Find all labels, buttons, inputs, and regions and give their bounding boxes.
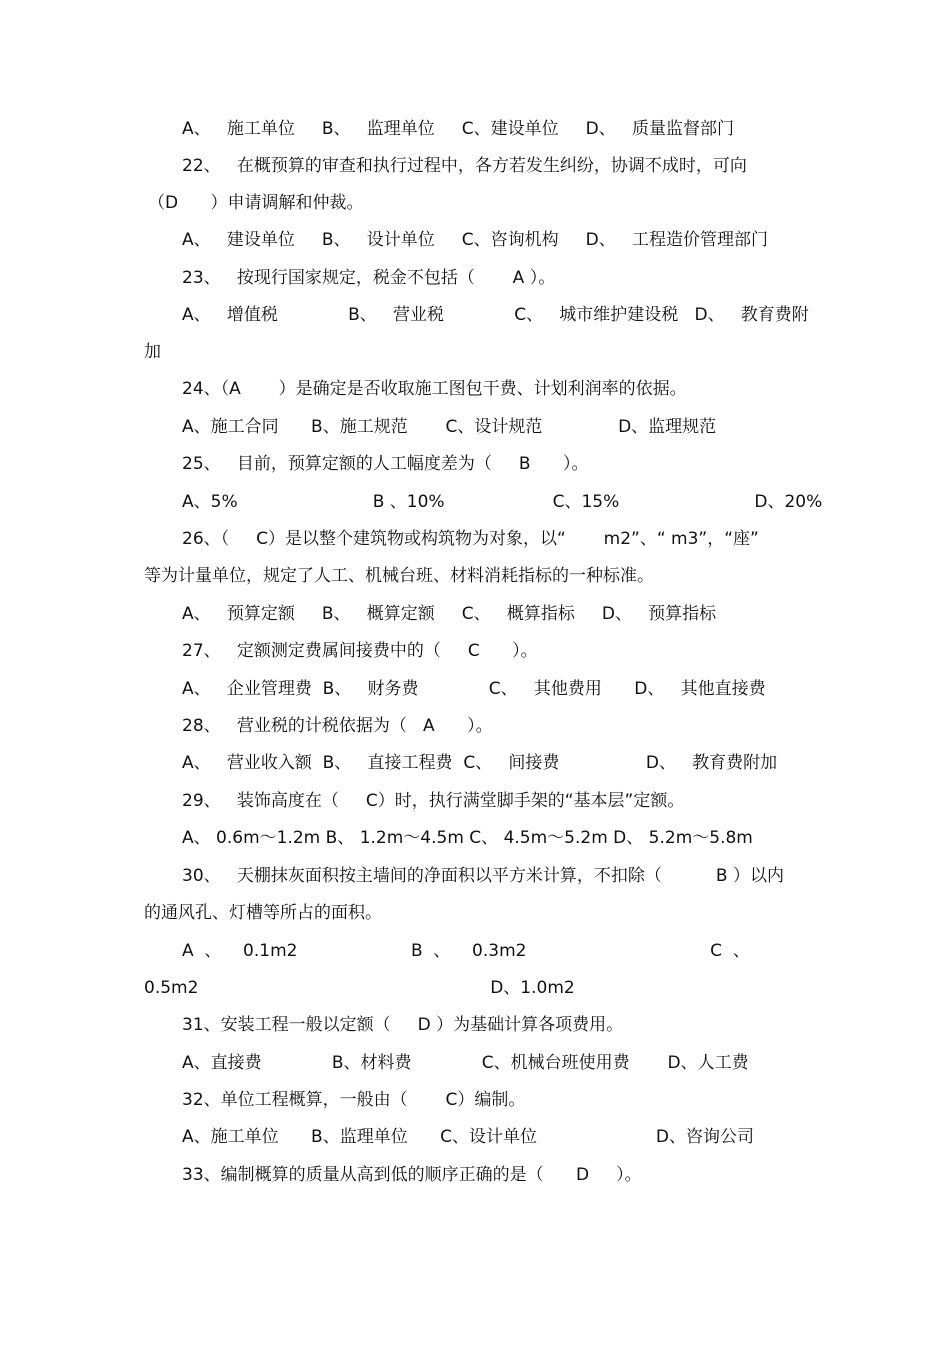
text-line: A、 营业收入额 B、 直接工程费 C、 间接费 D、 教育费附加 <box>182 753 778 773</box>
text-line: A、 预算定额 B、 概算定额 C、 概算指标 D、 预算指标 <box>182 604 717 624</box>
text-line: A、直接费 B、材料费 C、机械台班使用费 D、人工费 <box>182 1053 749 1073</box>
text-line: （D ）申请调解和仲裁。 <box>148 193 364 213</box>
text-line: 24、（A ）是确定是否收取施工图包干费、计划利润率的依据。 <box>182 379 687 399</box>
text-line: 加 <box>144 342 161 362</box>
text-line: 29、 装饰高度在（ C）时，执行满堂脚手架的“基本层”定额。 <box>182 791 685 811</box>
text-line: A 、 0.1m2 B 、 0.3m2 C 、 <box>182 941 750 961</box>
text-line: A、 建设单位 B、 设计单位 C、咨询机构 D、 工程造价管理部门 <box>182 230 768 250</box>
text-line: 23、 按现行国家规定，税金不包括（ A ）。 <box>182 268 556 288</box>
text-line: 30、 天棚抹灰面积按主墙间的净面积以平方米计算，不扣除（ B ）以内 <box>182 866 784 886</box>
text-line: A、施工单位 B、监理单位 C、设计单位 D、咨询公司 <box>182 1127 754 1147</box>
text-line: A、施工合同 B、施工规范 C、设计规范 D、监理规范 <box>182 417 717 437</box>
text-line: 等为计量单位，规定了人工、机械台班、材料消耗指标的一种标准。 <box>144 566 654 586</box>
text-line: 28、 营业税的计税依据为（ A ）。 <box>182 716 493 736</box>
text-line: A、 增值税 B、 营业税 C、 城市维护建设税 D、 教育费附 <box>182 305 809 325</box>
text-line: A、 施工单位 B、 监理单位 C、建设单位 D、 质量监督部门 <box>182 119 734 139</box>
text-line: 25、 目前，预算定额的人工幅度差为（ B ）。 <box>182 454 589 474</box>
text-line: A、5% B 、10% C、15% D、20% <box>182 492 823 512</box>
text-line: 0.5m2 D、1.0m2 <box>144 978 575 998</box>
text-line: 27、 定额测定费属间接费中的（ C ）。 <box>182 641 538 661</box>
text-line: A、 企业管理费 B、 财务费 C、 其他费用 D、 其他直接费 <box>182 679 766 699</box>
text-line: 的通风孔、灯槽等所占的面积。 <box>144 903 382 923</box>
text-line: 32、单位工程概算，一般由（ C）编制。 <box>182 1090 526 1110</box>
text-line: 33、编制概算的质量从高到低的顺序正确的是（ D ）。 <box>182 1165 642 1185</box>
text-line: 26、（ C）是以整个建筑物或构筑物为对象，以“ m2”、“ m3”，“座” <box>182 529 759 549</box>
text-line: 22、 在概预算的审查和执行过程中，各方若发生纠纷，协调不成时，可向 <box>182 156 747 176</box>
text-line: A、 0.6m～1.2m B、 1.2m～4.5m C、 4.5m～5.2m D、 5.2m～5.8m <box>182 828 753 848</box>
text-line: 31、安装工程一般以定额（ D ）为基础计算各项费用。 <box>182 1015 624 1035</box>
